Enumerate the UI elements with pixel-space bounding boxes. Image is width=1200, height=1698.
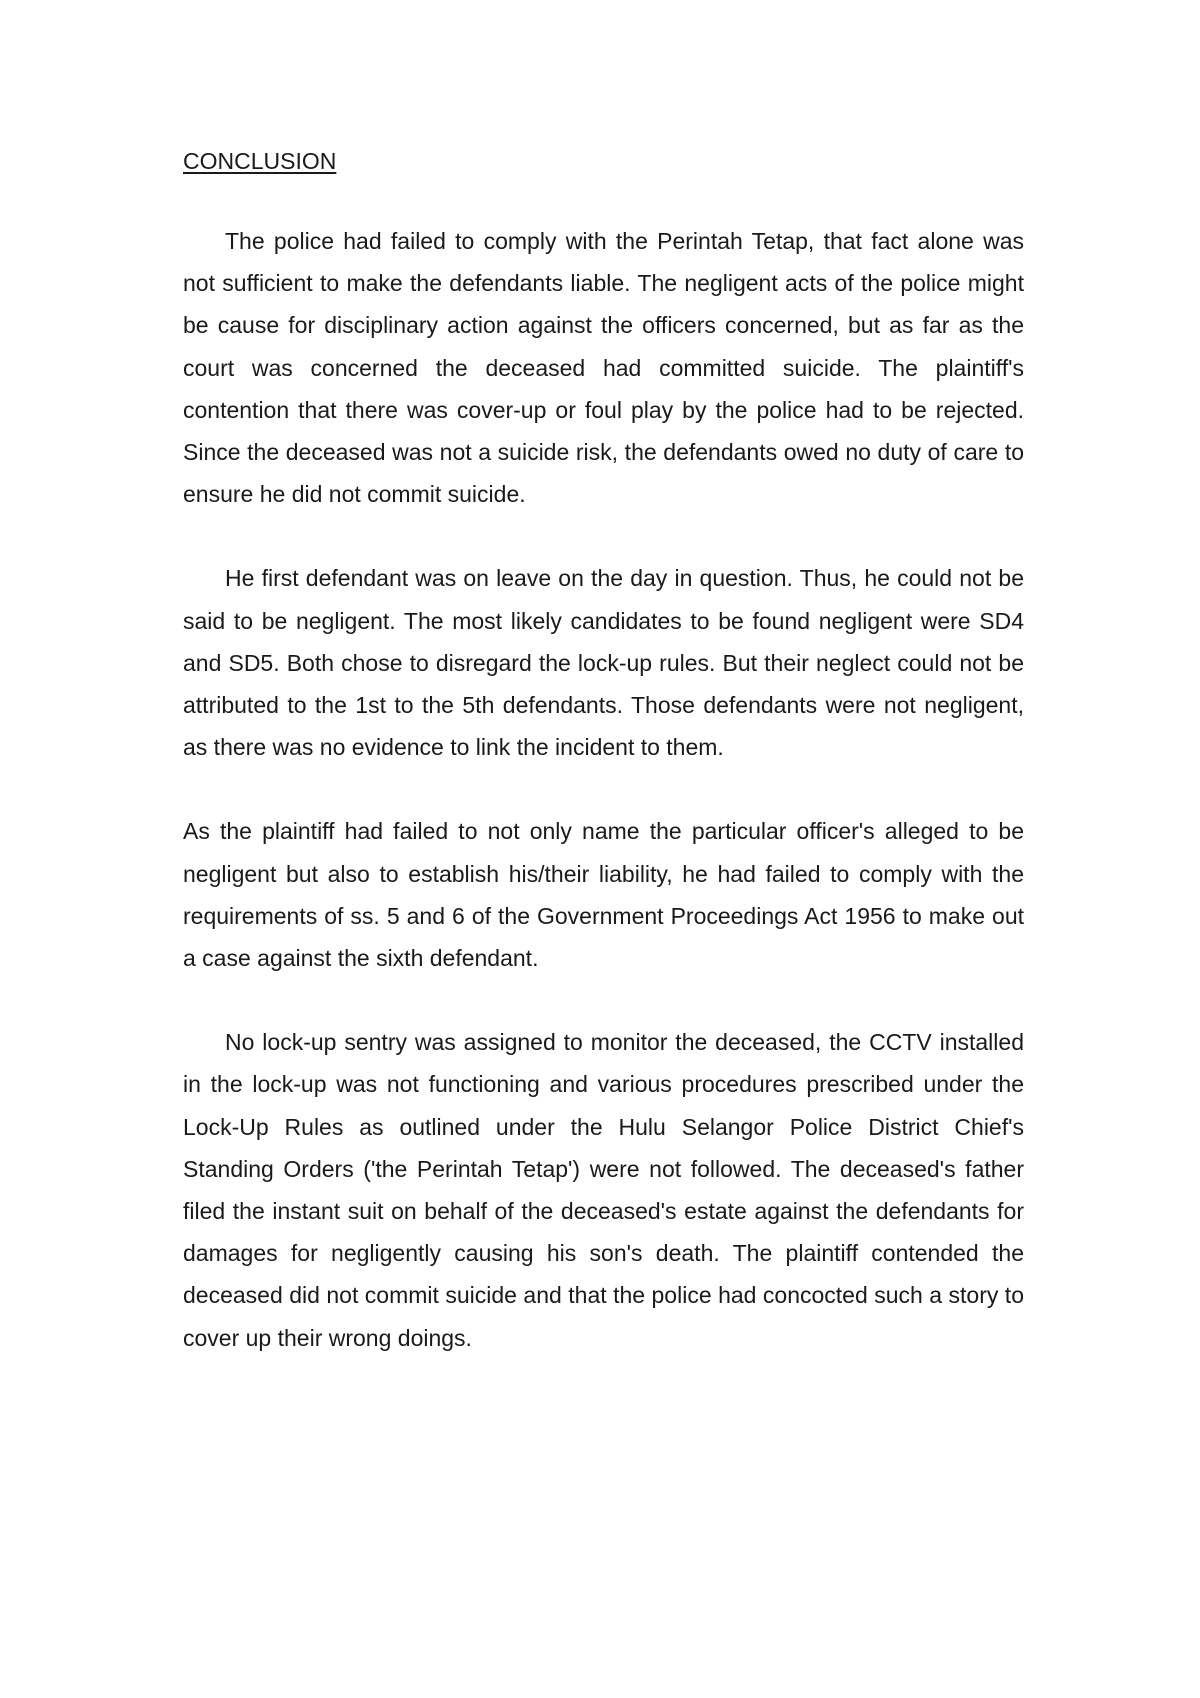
- section-heading: CONCLUSION: [183, 148, 337, 174]
- document-page: [183, 140, 1024, 1401]
- paragraph-1: The police had failed to comply with the Perintah Tetap, that fact alone was not sufficient to make the defendants liable. The negligent acts of the police might be cause for disciplinary action against the officers concerned, but as far as the court was concerned the deceased had committed suicide. The plaintiff's contention that there was cover-up or foul play by the police had to be rejected. Since the deceased was not a suicide risk, the defendants owed no duty of care to ensure he did not commit suicide.: [183, 228, 1024, 508]
- paragraph-2: He first defendant was on leave on the day in question. Thus, he could not be said to be negligent. The most likely candidates to be found negligent were SD4 and SD5. Both chose to disregard the lock-up rules. But their neglect could not be attributed to the 1st to the 5th defendants. Those defendants were not negligent, as there was no evidence to link the incident to them.: [183, 565, 1024, 761]
- paragraph-4: No lock-up sentry was assigned to monitor the deceased, the CCTV installed in the lock-up was not functioning and various procedures prescribed under the Lock-Up Rules as outlined under the Hulu Selangor Police District Chief's Standing Orders ('the Perintah Tetap') were not followed. The deceased's father filed the instant suit on behalf of the deceased's estate against the defendants for damages for negligently causing his son's death. The plaintiff contended the deceased did not commit suicide and that the police had concocted such a story to cover up their wrong doings.: [183, 1029, 1024, 1351]
- paragraph-3: As the plaintiff had failed to not only name the particular officer's alleged to be negligent but also to establish his/their liability, he had failed to comply with the requirements of ss. 5 and 6 of the Government Proceedings Act 1956 to make out a case against the sixth defendant.: [183, 818, 1024, 972]
